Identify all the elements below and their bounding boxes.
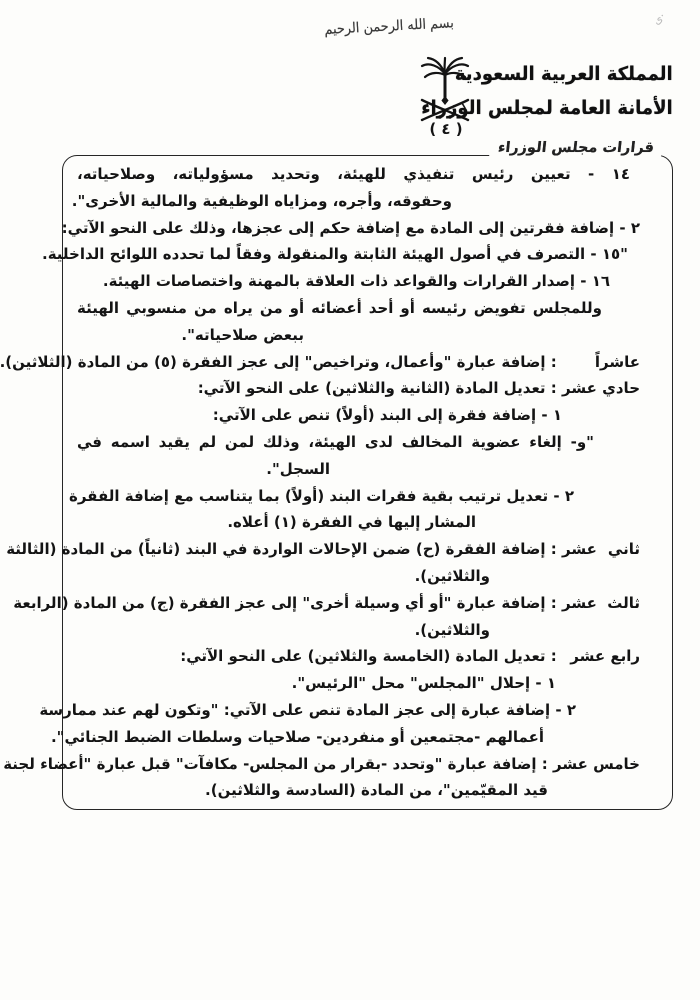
body-line: ١ - إضافة فقرة إلى البند (أولاً) تنص على الآتي: (212, 406, 562, 425)
body-line: ١٤ - تعيين رئيس تنفيذي للهيئة، وتحديد مسؤولياته، وصلاحياته، (77, 165, 630, 183)
body-line: "١٥ - التصرف في أصول الهيئة الثابتة والمنقولة وفقاً لما تحدده اللوائح الداخلية. (42, 245, 628, 264)
body-line: ١٦ - إصدار القرارات والقواعد ذات العلاقة بالمهنة واختصاصات الهيئة. (102, 272, 610, 291)
page-number: ( ٤ ) (429, 120, 463, 138)
item-ordinal-label: خامس عشر (553, 754, 640, 773)
body-line: السجل". (266, 459, 330, 478)
body-line: قيد المقيّمين"، من المادة (السادسة والثلاثين). (205, 781, 548, 800)
bismillah-calligraphy: بسم الله الرحمن الرحيم (324, 15, 455, 38)
org-name-line2: الأمانة العامة لمجلس الوزراء (421, 97, 673, 119)
org-header (422, 57, 673, 125)
item-ordinal-label: حادي عشر (562, 379, 640, 398)
item-ordinal-label: ثالث عشر (562, 593, 640, 612)
item-ordinal-label: ثاني عشر (562, 540, 640, 559)
body-line: خامس عشر : إضافة عبارة "وتحدد -بقرار من المجلس- مكافآت" قبل عبارة "أعضاء لجنة (77, 751, 640, 778)
document-body (0, 156, 672, 809)
body-line: ١ - إحلال "المجلس" محل "الرئيس". (291, 674, 556, 693)
body-line: أعمالهم -مجتمعين أو منفردين- صلاحيات وسلطات الضبط الجنائي". (50, 727, 544, 746)
org-name-line1: المملكة العربية السعودية (455, 63, 673, 85)
body-line: رابع عشر : تعديل المادة (الخامسة والثلاثين) على النحو الآتي: (77, 643, 640, 670)
content-box (0, 155, 673, 810)
body-line: ٢ - إضافة فقرتين إلى المادة مع إضافة حكم إلى عجزها، وذلك على النحو الآتي: (61, 218, 640, 237)
doc-type-title: قرارات مجلس الوزراء (489, 138, 663, 158)
scan-noise-mark: ى· (650, 9, 668, 28)
item-ordinal-label: عاشراً (594, 352, 640, 371)
body-line: ببعض صلاحياته". (181, 325, 304, 344)
body-line: ٢ - إضافة عبارة إلى عجز المادة تنص على الآتي: "وتكون لهم عند ممارسة (39, 700, 576, 719)
body-line: وحقوقه، وأجره، ومزاياه الوظيفية والمالية الأخرى". (71, 191, 452, 210)
item-ordinal-label: رابع عشر (570, 647, 640, 666)
body-line: وللمجلس تفويض رئيسه أو أحد أعضائه أو من يراه من منسوبي الهيئة (77, 298, 602, 317)
body-line: ٢ - تعديل ترتيب بقية فقرات البند (أولاً) بما يتناسب مع إضافة الفقرة (68, 486, 574, 505)
body-line: والثلاثين). (414, 566, 490, 585)
body-line: ثالث عشر : إضافة عبارة "أو أي وسيلة أخرى" إلى عجز الفقرة (ج) من المادة (الرابعة (77, 590, 640, 617)
body-line: "و- إلغاء عضوية المخالف لدى الهيئة، وذلك لمن لم يقيد اسمه في (77, 432, 594, 451)
body-line: والثلاثين). (414, 620, 490, 639)
body-line: المشار إليها في الفقرة (١) أعلاه. (227, 513, 476, 532)
body-line: ثاني عشر : إضافة الفقرة (ح) ضمن الإحالات الواردة في البند (ثانياً) من المادة (الثالثة (77, 536, 640, 563)
body-line: حادي عشر : تعديل المادة (الثانية والثلاثين) على النحو الآتي: (77, 375, 640, 402)
body-line: عاشراً : إضافة عبارة "وأعمال، وتراخيص" إلى عجز الفقرة (٥) من المادة (الثلاثين). (77, 349, 640, 376)
